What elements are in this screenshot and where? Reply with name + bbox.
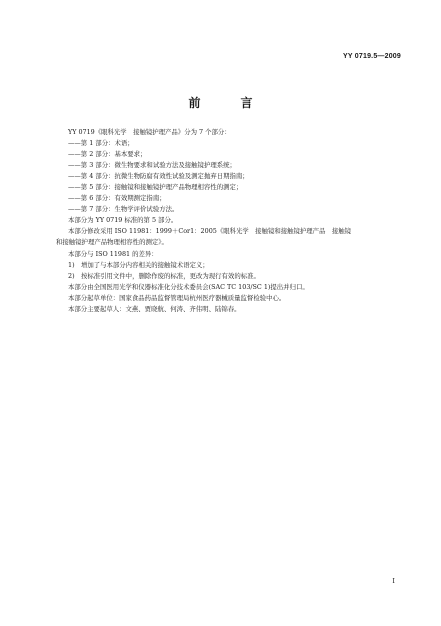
paragraph-line: ——第 5 部分：接触镜和接触镜护理产品物理相容性的测定； xyxy=(68,183,243,192)
paragraph-line: ——第 7 部分：生物学评价试验方法。 xyxy=(68,205,179,214)
paragraph-line: 和接触镜护理产品物理相容性的测定》。 xyxy=(56,238,168,247)
paragraph-line: 本部分起草单位：国家食品药品监督管理局杭州医疗器械质量监督检验中心。 xyxy=(68,293,286,302)
paragraph-line: 2) 按标准引用文件中，删除作废的标准，更改为现行有效的标准。 xyxy=(68,271,260,280)
foreword-body xyxy=(56,127,396,315)
page-title: 前 言 xyxy=(188,96,267,110)
paragraph-line: 本部分为 YY 0719 标准的第 5 部分。 xyxy=(68,216,178,225)
paragraph-line: 本部分修改采用 ISO 11981：1999＋Cor1：2005《眼科光学 接触镜和接触镜护理产品 接触镜 xyxy=(68,227,352,236)
paragraph-line: ——第 3 部分：微生物要求和试验方法及接触镜护理系统； xyxy=(68,161,236,170)
page-number: Ⅰ xyxy=(392,577,395,585)
paragraph-line: ——第 4 部分：抗微生物防腐有效性试验及测定抛弃日期指南； xyxy=(68,172,249,181)
paragraph-line: 本部分与 ISO 11981 的差异： xyxy=(68,249,158,258)
paragraph-line: YY 0719《眼科光学 接触镜护理产品》分为 7 个部分： xyxy=(68,128,231,136)
paragraph-line: ——第 1 部分：术语； xyxy=(68,139,134,148)
standard-code: YY 0719.5—2009 xyxy=(343,53,401,60)
paragraph-line: ——第 2 部分：基本要求； xyxy=(68,150,147,159)
paragraph-line: 1) 增加了与本部分内容相关的接触镜术语定义； xyxy=(68,260,209,269)
paragraph-line: ——第 6 部分：有效期测定指南； xyxy=(68,194,166,203)
paragraph-line: 本部分由全国医用光学和仪器标准化分技术委员会(SAC TC 103/SC 1)提出并归口。 xyxy=(68,282,309,291)
paragraph-line: 本部分主要起草人：文燕、贾晓航、何涛、齐伟明、陆锦春。 xyxy=(68,304,241,313)
